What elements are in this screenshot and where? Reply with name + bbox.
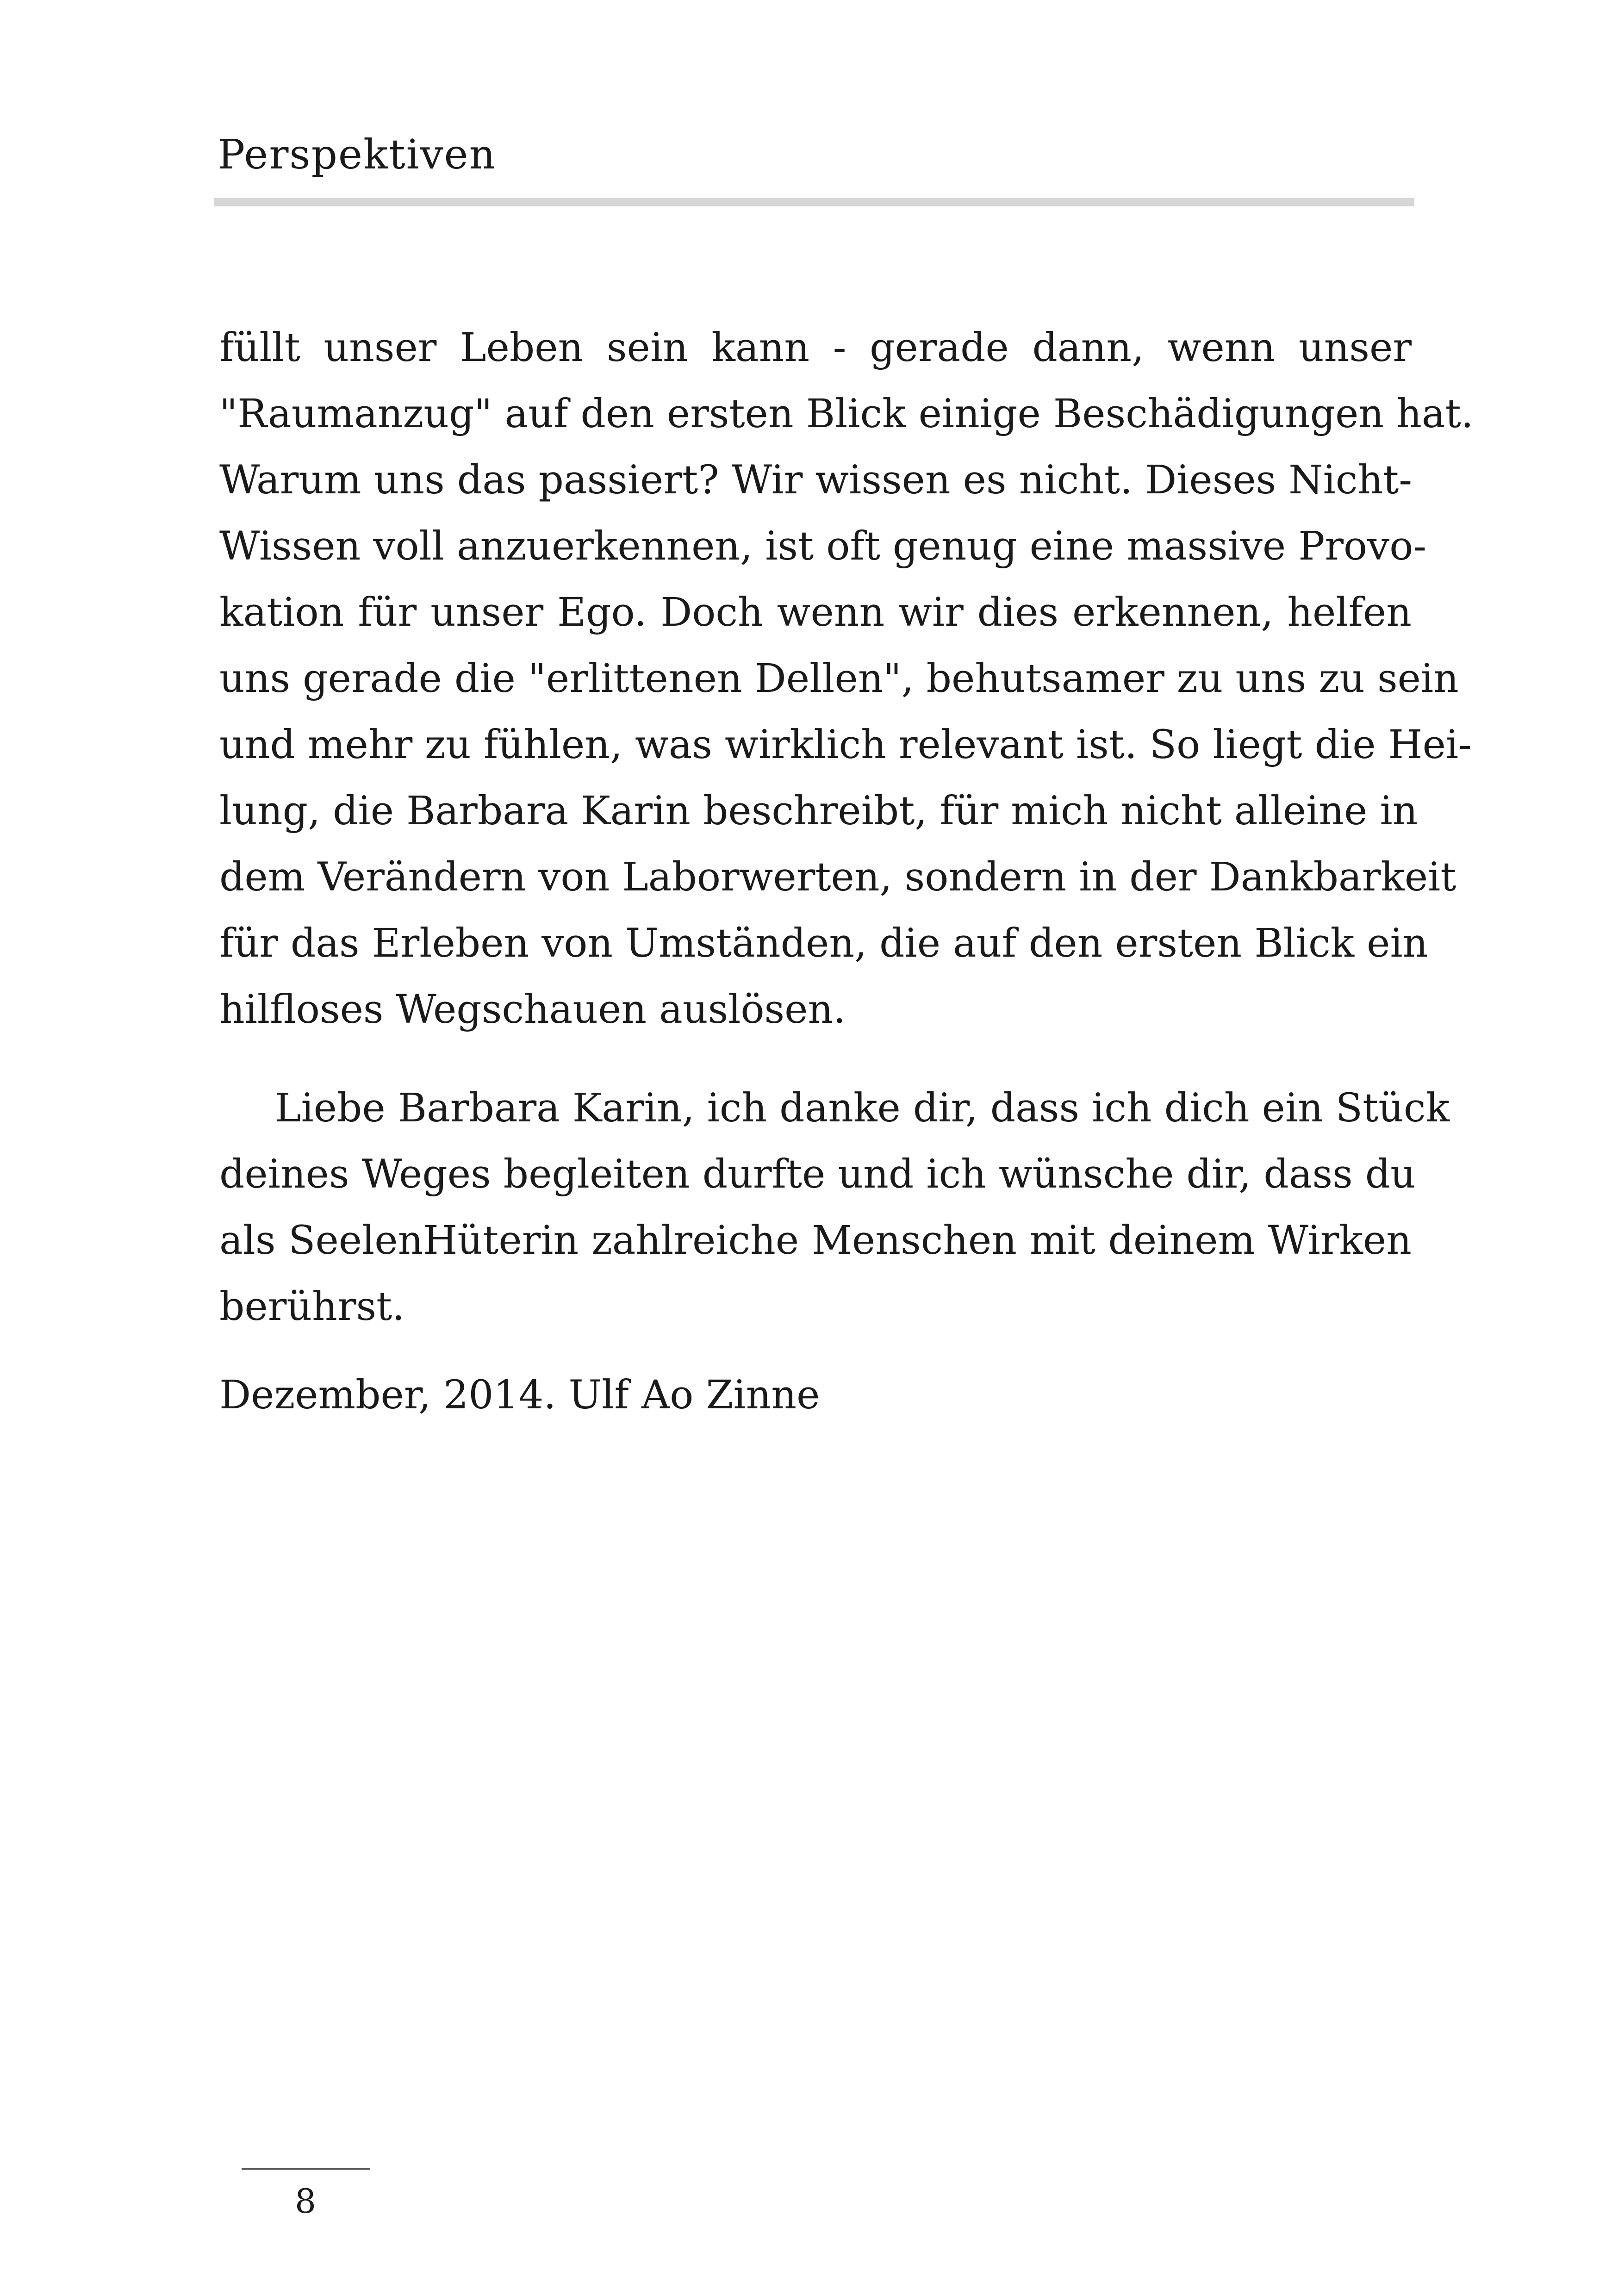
body-text bbox=[219, 315, 1474, 1428]
text-line: Warum uns das passiert? Wir wissen es nicht. Dieses Nicht- bbox=[219, 457, 1413, 503]
text-line: für das Erleben von Umständen, die auf den ersten Blick ein bbox=[219, 921, 1428, 966]
text-line: hilfloses Wegschauen auslösen. bbox=[219, 987, 846, 1033]
text-line: als SeelenHüterin zahlreiche Menschen mit deinem Wirken bbox=[219, 1218, 1412, 1263]
paragraph bbox=[219, 1075, 1450, 1340]
text-line: dem Verändern von Laborwerten, sondern in der Dankbarkeit bbox=[219, 854, 1456, 900]
paragraph-spacer bbox=[219, 1043, 1412, 1075]
header-rule bbox=[214, 198, 1414, 206]
text-line: uns gerade die "erlittenen Dellen", behutsamer zu uns zu sein bbox=[219, 656, 1459, 702]
text-line: lung, die Barbara Karin beschreibt, für mich nicht alleine in bbox=[219, 788, 1418, 834]
signature: Dezember, 2014. Ulf Ao Zinne bbox=[219, 1372, 820, 1418]
paragraph bbox=[219, 315, 1474, 1043]
footnote-rule bbox=[242, 2168, 370, 2170]
text-line: "Raumanzug" auf den ersten Blick einige Beschädigungen hat. bbox=[219, 391, 1474, 437]
text-line: deines Weges begleiten durfte und ich wünsche dir, dass du bbox=[219, 1151, 1416, 1197]
text-line: kation für unser Ego. Doch wenn wir dies erkennen, helfen bbox=[219, 590, 1412, 635]
paragraph-spacer bbox=[219, 1340, 1412, 1362]
running-header: Perspektiven bbox=[218, 131, 497, 178]
text-line: berührst. bbox=[219, 1284, 405, 1330]
text-line: und mehr zu fühlen, was wirklich relevant ist. So liegt die Hei- bbox=[219, 722, 1472, 768]
text-line: Wissen voll anzuerkennen, ist oft genug eine massive Provo- bbox=[219, 523, 1427, 569]
text-line: Liebe Barbara Karin, ich danke dir, dass ich dich ein Stück bbox=[275, 1085, 1450, 1131]
page-number: 8 bbox=[295, 2182, 316, 2221]
text-line: füllt unser Leben sein kann - gerade dann, wenn unser bbox=[219, 325, 1412, 371]
